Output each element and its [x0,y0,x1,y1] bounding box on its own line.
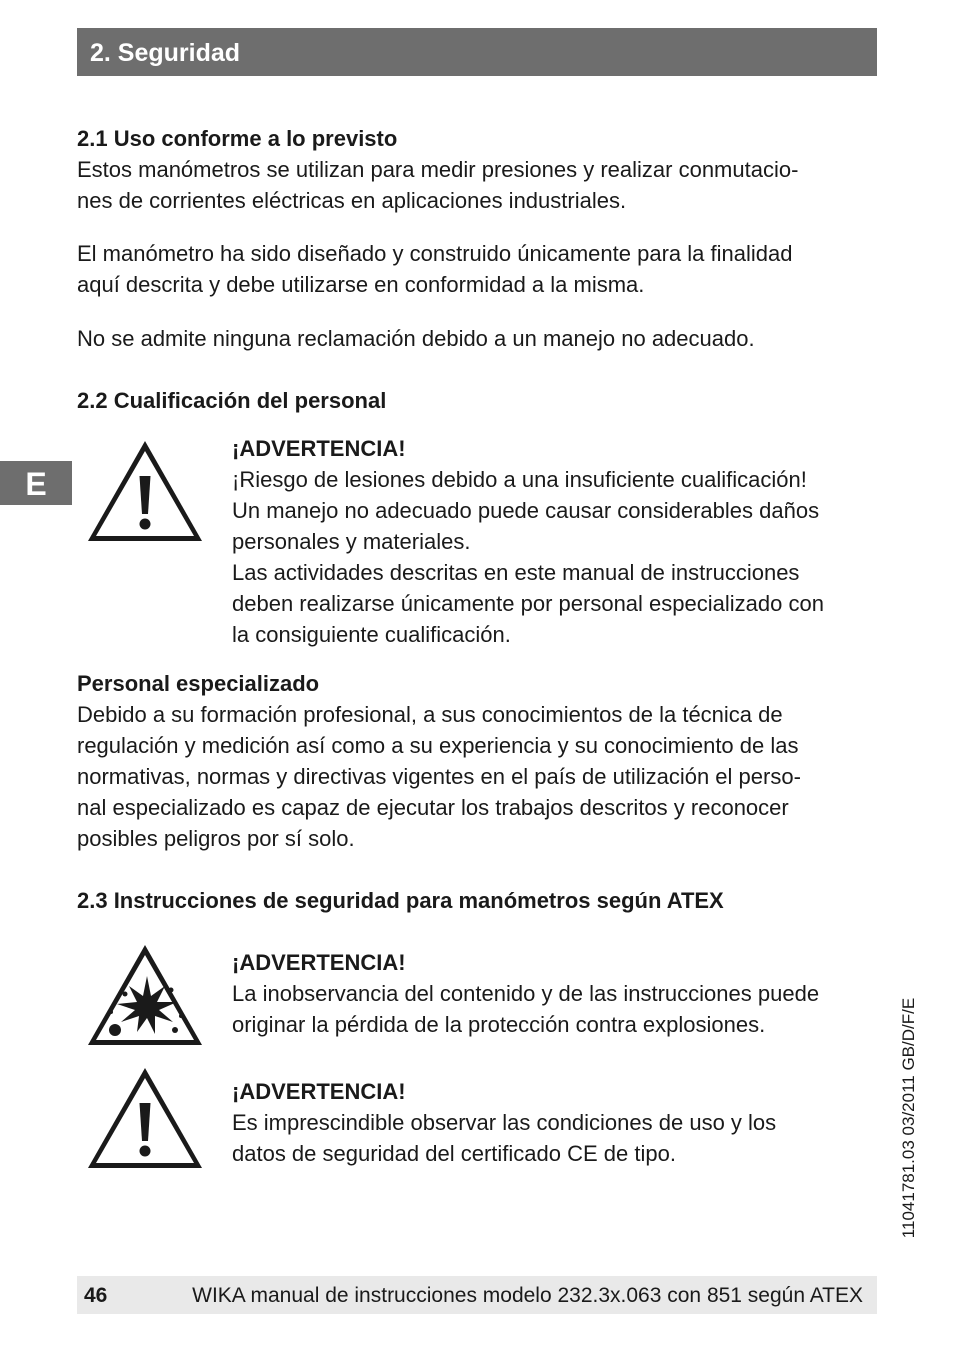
explosion-warning-icon [85,942,205,1048]
heading-2-1: 2.1 Uso conforme a lo previsto [77,126,398,151]
subheading-personal-especializado: Personal especializado [77,671,320,696]
warning-block-qualification [232,433,882,650]
text-line: posibles peligros por sí solo. [77,826,355,851]
warning-triangle-icon [85,438,205,544]
text-line: nes de corrientes eléctricas en aplicaciones industriales. [77,188,627,213]
section-title: 2. Seguridad [90,39,241,67]
paragraph-2-1-a [77,154,877,216]
text-line: Estos manómetros se utilizan para medir presiones y realizar conmutacio- [77,157,799,182]
text-line: nal especializado es capaz de ejecutar los trabajos descritos y reconocer [77,795,789,820]
footer-text: WIKA manual de instrucciones modelo 232.3x.063 con 851 según ATEX [192,1284,863,1307]
paragraph-personal [77,699,877,854]
paragraph-2-1-b [77,238,877,300]
text-line: Debido a su formación profesional, a sus conocimientos de la técnica de [77,702,783,727]
warning-block-atex-explosion [232,947,882,1040]
warning-triangle-icon [85,1065,205,1171]
text-line: No se admite ninguna reclamación debido a un manejo no adecuado. [77,326,755,351]
text-line: Las actividades descritas en este manual de instrucciones [232,560,800,585]
text-line: originar la pérdida de la protección contra explosiones. [232,1012,766,1037]
language-tab: E [0,461,72,505]
text-line: regulación y medición así como a su experiencia y su conocimiento de las [77,733,799,758]
text-line: La inobservancia del contenido y de las instrucciones puede [232,981,820,1006]
page-number: 46 [84,1284,108,1307]
text-line: ¡Riesgo de lesiones debido a una insuficiente cualificación! [232,467,807,492]
warning-title: ¡ADVERTENCIA! [232,436,406,461]
text-line: El manómetro ha sido diseñado y construido únicamente para la finalidad [77,241,793,266]
text-line: aquí descrita y debe utilizarse en conformidad a la misma. [77,272,645,297]
text-line: Es imprescindible observar las condiciones de uso y los [232,1110,777,1135]
text-line: la consiguiente cualificación. [232,622,511,647]
heading-2-2: 2.2 Cualificación del personal [77,388,387,413]
text-line: normativas, normas y directivas vigentes en el país de utilización el perso- [77,764,801,789]
text-line: datos de seguridad del certificado CE de tipo. [232,1141,676,1166]
text-line: Un manejo no adecuado puede causar considerables daños [232,498,820,523]
warning-title: ¡ADVERTENCIA! [232,1079,406,1104]
warning-block-ec-certificate [232,1076,882,1169]
section-header-bar [77,28,877,76]
text-line: deben realizarse únicamente por personal especializado con [232,591,824,616]
document-code-text: 11041781.03 03/2011 GB/D/F/E [899,997,918,1239]
footer-bar [77,1276,877,1314]
paragraph-2-1-c [77,323,877,354]
heading-2-3: 2.3 Instrucciones de seguridad para manómetros según ATEX [77,888,724,913]
warning-title: ¡ADVERTENCIA! [232,950,406,975]
text-line: personales y materiales. [232,529,471,554]
